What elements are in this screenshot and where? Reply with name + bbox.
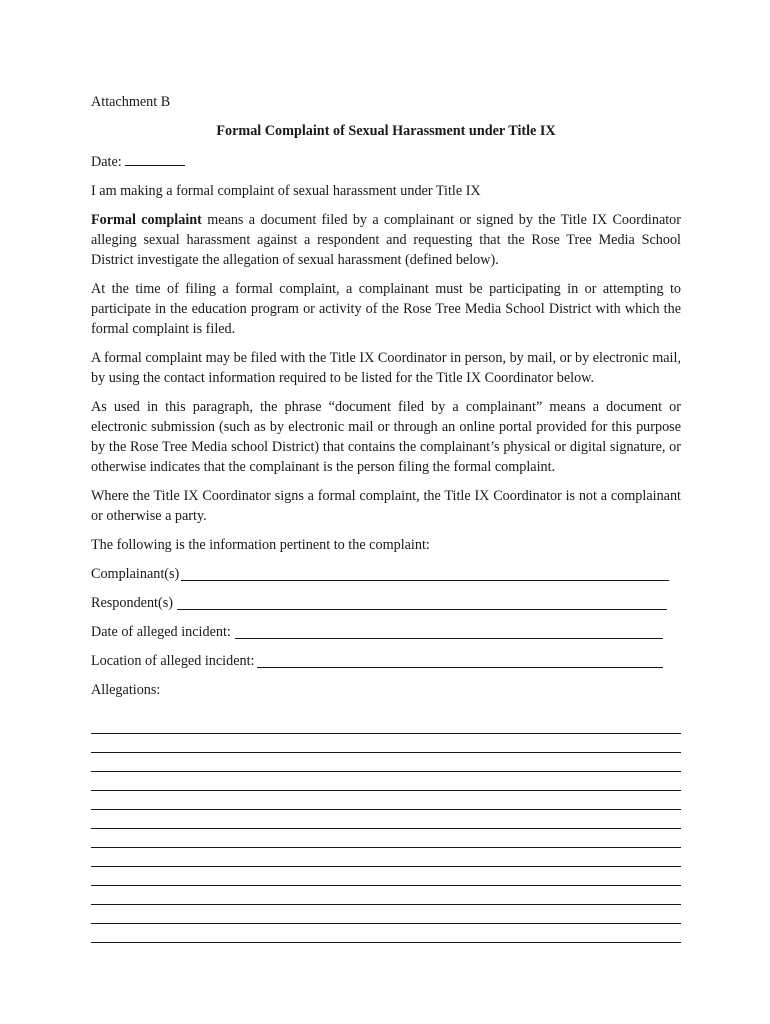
allegations-line[interactable] xyxy=(91,753,681,772)
paragraph-coordinator: Where the Title IX Coordinator signs a formal complaint, the Title IX Coordinator is not a complainant or otherwise a party. xyxy=(91,488,681,524)
paragraph-filing-methods: A formal complaint may be filed with the Title IX Coordinator in person, by mail, or by electronic mail, by using the contact information required to be listed for the Title IX Coordinator below. xyxy=(91,350,681,386)
respondents-field xyxy=(91,593,681,613)
incident-location-label: Location of alleged incident: xyxy=(91,653,255,669)
allegations-line[interactable] xyxy=(91,867,681,886)
date-row xyxy=(91,151,681,172)
respondents-label: Respondent(s) xyxy=(91,595,173,611)
allegations-line[interactable] xyxy=(91,848,681,867)
allegations-line[interactable] xyxy=(91,886,681,905)
allegations-line[interactable] xyxy=(91,829,681,848)
allegations-line[interactable] xyxy=(91,905,681,924)
incident-date-label: Date of alleged incident: xyxy=(91,624,231,640)
incident-location-field xyxy=(91,651,681,671)
complainants-label: Complainant(s) xyxy=(91,566,180,582)
document-title: Formal Complaint of Sexual Harassment under Title IX xyxy=(216,123,556,139)
document-body xyxy=(91,93,681,702)
formal-complaint-definition xyxy=(91,210,681,270)
incident-date-field xyxy=(91,622,681,642)
incident-location-input-line[interactable] xyxy=(257,652,663,668)
date-blank[interactable] xyxy=(125,151,185,166)
allegations-line[interactable] xyxy=(91,715,681,734)
respondents-input-line[interactable] xyxy=(177,594,667,610)
paragraph-document-filed: As used in this paragraph, the phrase “document filed by a complainant” means a document or electronic submission (such as by electronic mail or through an online portal provided for this purpose by the Rose Tree Media school District) that contains the complainant’s physical or digital signature, or otherwise indicates that the complainant is the person filing the formal complaint. xyxy=(91,399,681,475)
complainants-input-line[interactable] xyxy=(181,565,669,581)
allegations-line[interactable] xyxy=(91,924,681,943)
allegations-line[interactable] xyxy=(91,810,681,829)
allegations-line[interactable] xyxy=(91,734,681,753)
allegations-line[interactable] xyxy=(91,791,681,810)
date-label: Date: xyxy=(91,154,122,170)
incident-date-input-line[interactable] xyxy=(235,623,663,639)
info-intro: The following is the information pertinent to the complaint: xyxy=(91,537,430,553)
complainants-field xyxy=(91,564,681,584)
formal-complaint-term: Formal complaint xyxy=(91,212,202,228)
formal-complaint-definition-text: means a document filed by a complainant or signed by the Title IX Coordinator alleging sexual harassment against a respondent and requesting that the Rose Tree Media School District investigate the allegation of sexual harassment (defined below). xyxy=(91,212,682,268)
paragraph-filing-time: At the time of filing a formal complaint, a complainant must be participating in or attempting to participate in the education program or activity of the Rose Tree Media School District with which the formal complaint is filed. xyxy=(91,281,681,337)
attachment-label: Attachment B xyxy=(91,94,171,110)
allegations-label: Allegations: xyxy=(91,682,161,698)
allegations-line[interactable] xyxy=(91,772,681,791)
intro-statement: I am making a formal complaint of sexual harassment under Title IX xyxy=(91,183,481,199)
allegations-lines[interactable] xyxy=(91,715,681,943)
